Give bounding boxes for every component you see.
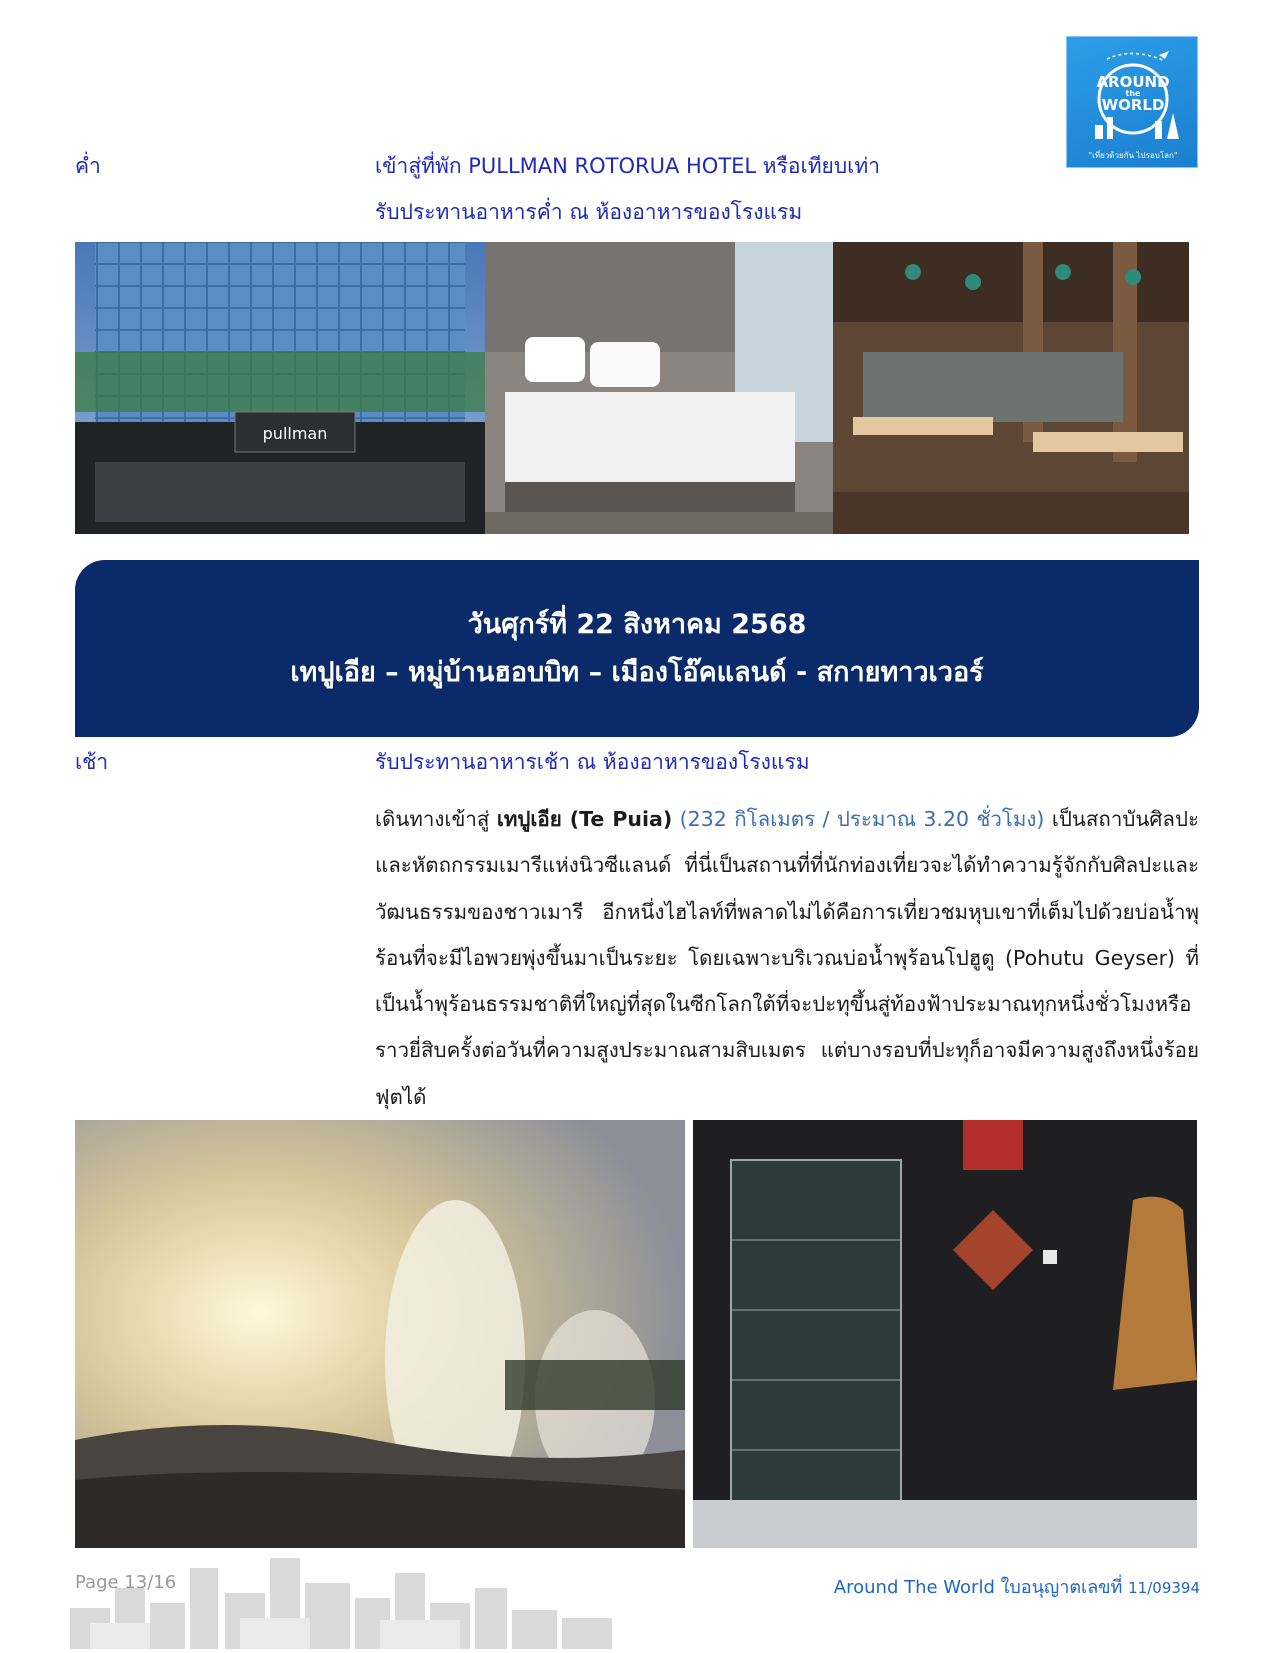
day-banner	[75, 560, 1199, 737]
logo-text-around: AROUND	[1096, 73, 1170, 91]
logo-text-the: the	[1125, 89, 1141, 98]
dinner-line-1: เข้าสู่ที่พัก PULLMAN ROTORUA HOTEL หรือเทียบเท่า	[375, 154, 880, 178]
hotel-exterior-photo	[75, 242, 485, 534]
te-puia-distance: (232 กิโลเมตร / ประมาณ 3.20 ชั่วโมง)	[672, 807, 1045, 831]
te-puia-name: เทปูเอีย (Te Puia)	[496, 807, 673, 831]
logo-text-world: WORLD	[1101, 96, 1165, 114]
footer-company-name: Around The World	[833, 1577, 995, 1598]
hotel-sign-text: pullman	[262, 424, 328, 443]
dinner-line-2: รับประทานอาหารค่ำ ณ ห้องอาหารของโรงแรม	[375, 200, 803, 224]
footer-license-label: ใบอนุญาตเลขที่	[994, 1577, 1129, 1598]
para-prefix: เดินทางเข้าสู่	[375, 807, 497, 831]
page-number: Page 13/16	[75, 1572, 177, 1593]
footer-skyline	[60, 1548, 700, 1649]
logo-tagline: "เที่ยวด้วยกัน ไปรอบโลก"	[1088, 151, 1178, 160]
day-banner-date: วันศุกร์ที่ 22 สิงหาคม 2568	[467, 609, 807, 640]
dinner-label: ค่ำ	[75, 154, 101, 178]
morning-line-1: รับประทานอาหารเช้า ณ ห้องอาหารของโรงแรม	[375, 750, 810, 774]
hotel-room-photo	[485, 242, 833, 534]
geyser-photo	[75, 1120, 685, 1548]
hotel-restaurant-photo	[833, 242, 1189, 534]
company-logo	[1066, 36, 1198, 168]
day-banner-route: เทปูเอีย – หมู่บ้านฮอบบิท – เมืองโอ๊คแลนด์ - สกายทาวเวอร์	[290, 657, 984, 688]
footer-company	[790, 1572, 1200, 1601]
para-body: เป็นสถาบันศิลปะและหัตถกรรมเมารีแห่งนิวซีแลนด์ ที่นี่เป็นสถานที่ที่นักท่องเที่ยวจะได้ทำความรู้จักกับศิลปะและวัฒนธรรมของชาวเมารี อีกหนึ่งไฮไลท์ที่พลาดไม่ได้คือการเที่ยวชมหุบเขาที่เต็มไปด้วยบ่อน้ำพุร้อนที่จะมีไอพวยพุ่งขึ้นมาเป็นระยะ โดยเฉพาะบริเวณบ่อน้ำพุร้อนโปฮูตู (Pohutu Geyser) ที่เป็นน้ำพุร้อนธรรมชาติที่ใหญ่ที่สุดในซีกโลกใต้ที่จะปะทุขึ้นสู่ท้องฟ้าประมาณทุกหนึ่งชั่วโมงหรือราวยี่สิบครั้งต่อวันที่ความสูงประมาณสามสิบเมตร แต่บางรอบที่ปะทุก็อาจมีความสูงถึงหนึ่งร้อยฟุตได้	[375, 807, 1199, 1109]
maori-craft-photo	[693, 1120, 1197, 1548]
te-puia-description	[375, 796, 1199, 1120]
morning-label: เช้า	[75, 750, 109, 774]
footer-license-number: 11/09394	[1128, 1579, 1200, 1597]
